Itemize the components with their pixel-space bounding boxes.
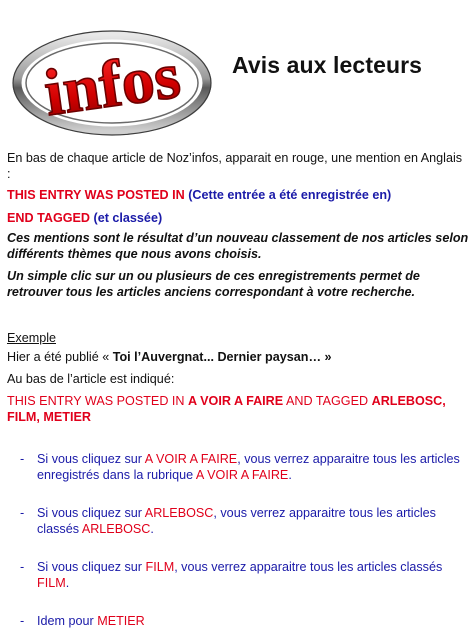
item-text-middle: , vous verrez apparaitre tous les articles classés bbox=[37, 506, 436, 536]
tagged-label: END TAGGED bbox=[7, 211, 91, 225]
list-item bbox=[7, 559, 469, 591]
bullet-dash: - bbox=[20, 452, 25, 466]
entry-label: THIS ENTRY WAS POSTED IN bbox=[7, 188, 185, 202]
posted-line bbox=[7, 393, 469, 425]
item-text-before: Si vous cliquez sur bbox=[37, 506, 145, 520]
page-title: Avis aux lecteurs bbox=[232, 52, 423, 78]
tag-link[interactable]: ARLEBOSC bbox=[81, 522, 151, 536]
item-text-before: Si vous cliquez sur bbox=[37, 560, 146, 574]
item-text-after: . bbox=[65, 576, 70, 590]
bottom-label: Au bas de l’article est indiqué: bbox=[7, 372, 175, 386]
explanation-paragraph-1: Ces mentions sont le résultat d’un nouveau classement de nos articles selon différents thèmes que nous avons choisis. bbox=[7, 231, 469, 261]
tagged-translation: (et classée) bbox=[93, 211, 163, 225]
article-body bbox=[7, 150, 469, 629]
published-line bbox=[7, 349, 469, 365]
list-item bbox=[7, 451, 469, 483]
tag-link[interactable]: FILM bbox=[37, 576, 66, 590]
example-heading: Exemple bbox=[7, 331, 56, 345]
tag-link[interactable]: ARLEBOSC bbox=[144, 506, 214, 520]
bullet-dash: - bbox=[20, 614, 25, 628]
published-suffix: » bbox=[321, 350, 332, 364]
item-text-middle: , vous verrez apparaitre tous les articles enregistrés dans la rubrique bbox=[37, 452, 460, 482]
infos-logo bbox=[12, 28, 212, 138]
bullet-dash: - bbox=[20, 560, 25, 574]
list-item bbox=[7, 613, 469, 629]
posted-category: A VOIR A FAIRE bbox=[188, 394, 284, 408]
instructions-list bbox=[7, 451, 469, 629]
item-text-middle: , vous verrez apparaitre tous les articles classés bbox=[174, 560, 443, 574]
header bbox=[0, 0, 474, 140]
tag-link[interactable]: METIER bbox=[97, 614, 145, 628]
item-text-before: Idem pour bbox=[37, 614, 98, 628]
logo-text: infos bbox=[39, 38, 185, 131]
intro-paragraph: En bas de chaque article de Noz’infos, apparait en rouge, une mention en Anglais : bbox=[7, 151, 463, 181]
posted-prefix: THIS ENTRY WAS POSTED IN bbox=[7, 394, 189, 408]
explanation-paragraph-2: Un simple clic sur un ou plusieurs de ces enregistrements permet de retrouver tous les articles anciens correspondant à votre recherche. bbox=[7, 269, 420, 299]
posted-middle: AND TAGGED bbox=[283, 394, 372, 408]
entry-translation: (Cette entrée a été enregistrée en) bbox=[188, 188, 392, 202]
category-link[interactable]: A VOIR A FAIRE bbox=[144, 452, 238, 466]
tagged-line bbox=[7, 210, 469, 226]
published-prefix: Hier a été publié « bbox=[7, 350, 113, 364]
tag-link[interactable]: FILM bbox=[145, 560, 175, 574]
category-link[interactable]: A VOIR A FAIRE bbox=[195, 468, 289, 482]
item-text-after: . bbox=[150, 522, 154, 536]
published-title: Toi l’Auvergnat... Dernier paysan… bbox=[112, 350, 322, 364]
bullet-dash: - bbox=[20, 506, 25, 520]
list-item bbox=[7, 505, 469, 537]
item-text-after: . bbox=[288, 468, 292, 482]
item-text-before: Si vous cliquez sur bbox=[37, 452, 145, 466]
entry-line bbox=[7, 187, 469, 203]
posted-tags: ARLEBOSC, FILM, METIER bbox=[7, 394, 446, 424]
